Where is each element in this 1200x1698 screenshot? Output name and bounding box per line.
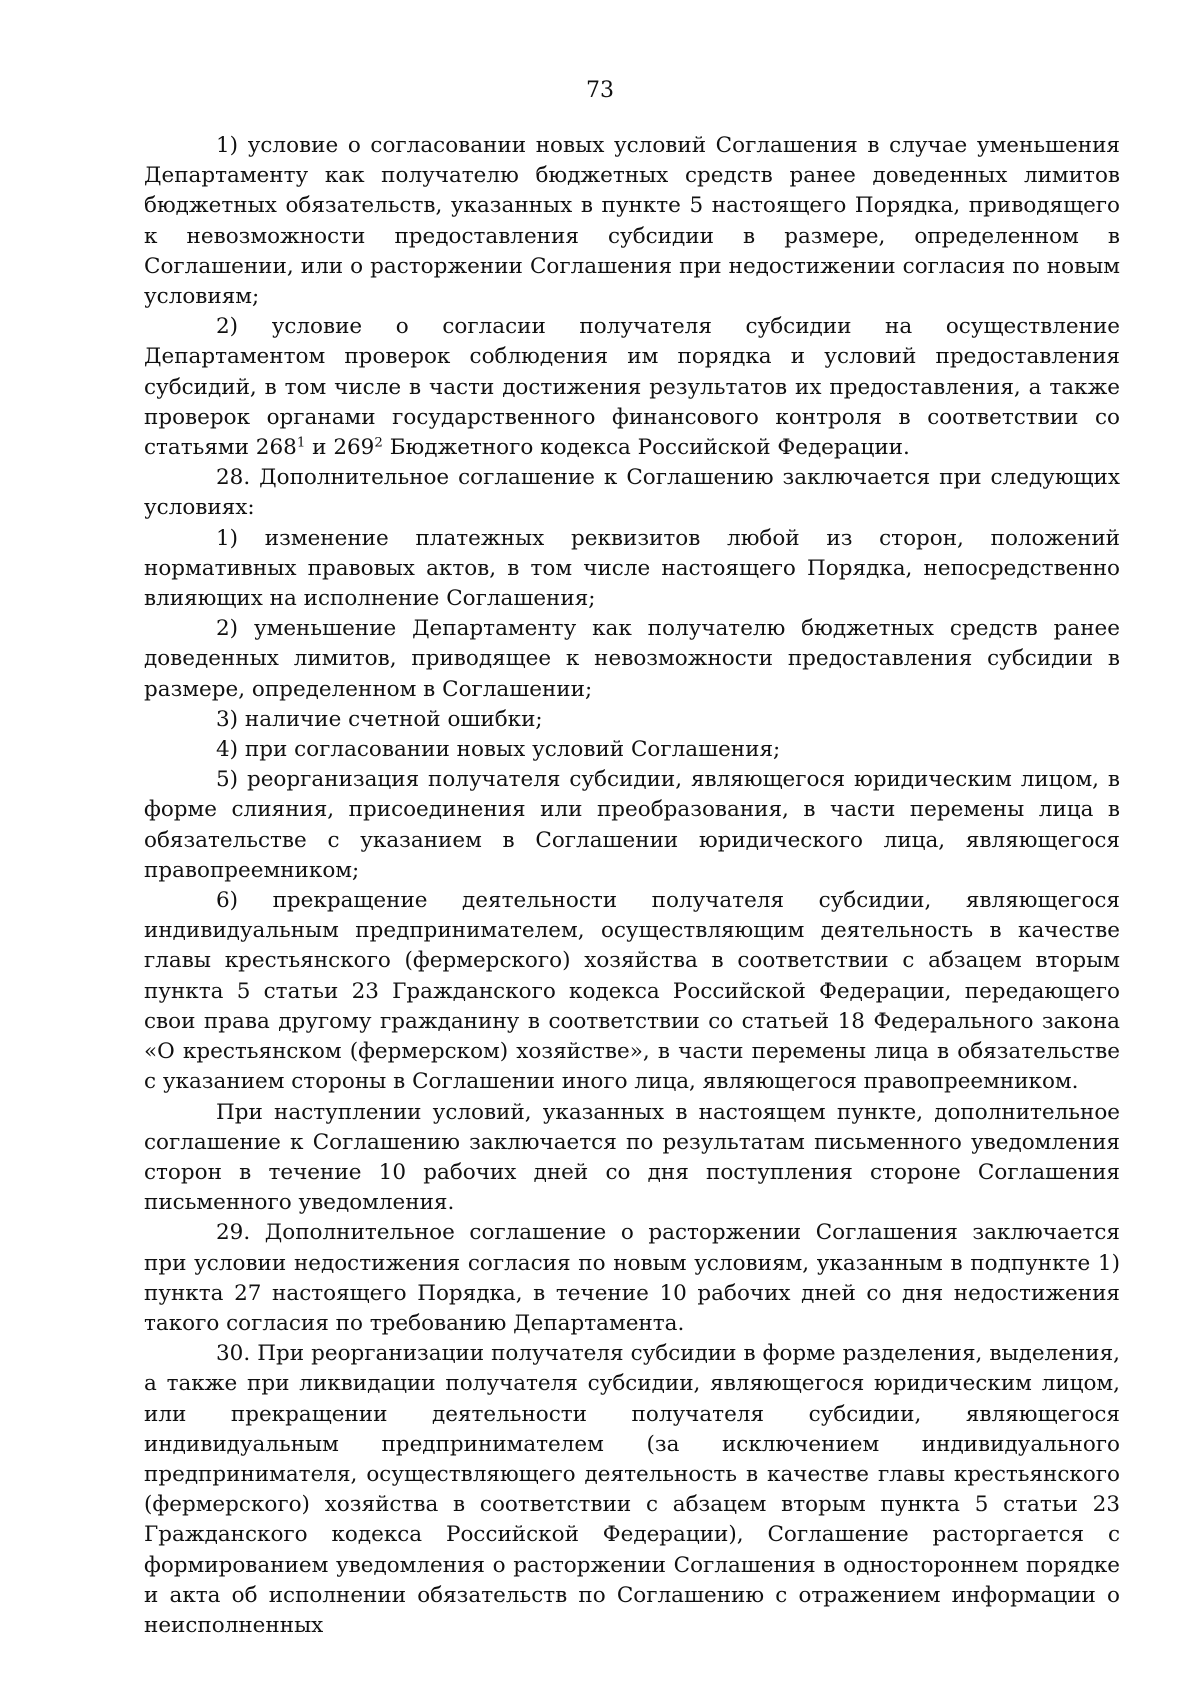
page-number: 73	[586, 78, 614, 103]
paragraph-28-closing: При наступлении условий, указанных в настоящем пункте, дополнительное соглашение к Соглашению заключается по результатам письменного уведомления сторон в течение 10 рабочих дней со дня поступления стороне Соглашения письменного уведомления.	[144, 1099, 1120, 1216]
document-body	[144, 131, 1120, 1641]
paragraph-28: 28. Дополнительное соглашение к Соглашению заключается при следующих условиях:	[144, 465, 1120, 521]
paragraph-28-2: 2) уменьшение Департаменту как получателю бюджетных средств ранее доведенных лимитов, приводящее к невозможности предоставления субсидии в размере, определенном в Соглашении;	[144, 616, 1120, 702]
superscript-2: 2	[374, 435, 383, 451]
paragraph-28-4: 4) при согласовании новых условий Соглашения;	[216, 737, 781, 763]
paragraph-27-2-text-middle: и 269	[305, 435, 375, 461]
paragraph-28-1: 1) изменение платежных реквизитов любой из сторон, положений нормативных правовых актов, в том числе настоящего Порядка, непосредственно влияющих на исполнение Соглашения;	[144, 525, 1120, 612]
superscript-1: 1	[296, 435, 306, 451]
paragraph-27-2-text-before: 2) условие о согласии получателя субсидии на осуществление Департаментом проверок соблюдения им порядка и условий предоставления субсидий, в том числе в части достижения результатов их предоставления, а также проверок органами государственного финансового контроля в соответствии со статьями 268	[144, 314, 1120, 461]
paragraph-27-2	[144, 312, 1120, 463]
paragraph-29: 29. Дополнительное соглашение о расторжении Соглашения заключается при условии недостижения согласия по новым условиям, указанным в подпункте 1) пункта 27 настоящего Порядка, в течение 10 рабочих дней со дня недостижения такого согласия по требованию Департамента.	[144, 1220, 1120, 1336]
paragraph-30: 30. При реорганизации получателя субсидии в форме разделения, выделения, а также при ликвидации получателя субсидии, являющегося юридическим лицом, или прекращении деятельности получателя субсидии, являющегося индивидуальным предпринимателем (за исключением индивидуального предпринимателя, осуществляющего деятельность в качестве главы крестьянского (фермерского) хозяйства в соответствии с абзацем вторым пункта 5 статьи 23 Гражданского кодекса Российской Федерации), Соглашение расторгается с формированием уведомления о расторжении Соглашения в одностороннем порядке и акта об исполнении обязательств по Соглашению с отражением информации о неисполненных	[144, 1341, 1120, 1638]
paragraph-28-6: 6) прекращение деятельности получателя субсидии, являющегося индивидуальным предпринимателем, осуществляющим деятельность в качестве главы крестьянского (фермерского) хозяйства в соответствии с абзацем вторым пункта 5 статьи 23 Гражданского кодекса Российской Федерации, передающего свои права другому гражданину в соответствии со статьей 18 Федерального закона «О крестьянском (фермерском) хозяйстве», в части перемены лица в обязательстве с указанием стороны в Соглашении иного лица, являющегося правопреемником.	[144, 888, 1120, 1095]
paragraph-28-3: 3) наличие счетной ошибки;	[216, 706, 543, 732]
paragraph-28-5: 5) реорганизация получателя субсидии, являющегося юридическим лицом, в форме слияния, присоединения или преобразования, в части перемены лица в обязательстве с указанием в Соглашении юридического лица, являющегося правопреемником;	[144, 767, 1120, 883]
paragraph-27-1: 1) условие о согласовании новых условий Соглашения в случае уменьшения Департаменту как получателю бюджетных средств ранее доведенных лимитов бюджетных обязательств, указанных в пункте 5 настоящего Порядка, приводящего к невозможности предоставления субсидии в размере, определенном в Соглашении, или о расторжении Соглашения при недостижении согласия по новым условиям;	[144, 133, 1120, 310]
paragraph-27-2-text-after: Бюджетного кодекса Российской Федерации.	[382, 435, 910, 461]
